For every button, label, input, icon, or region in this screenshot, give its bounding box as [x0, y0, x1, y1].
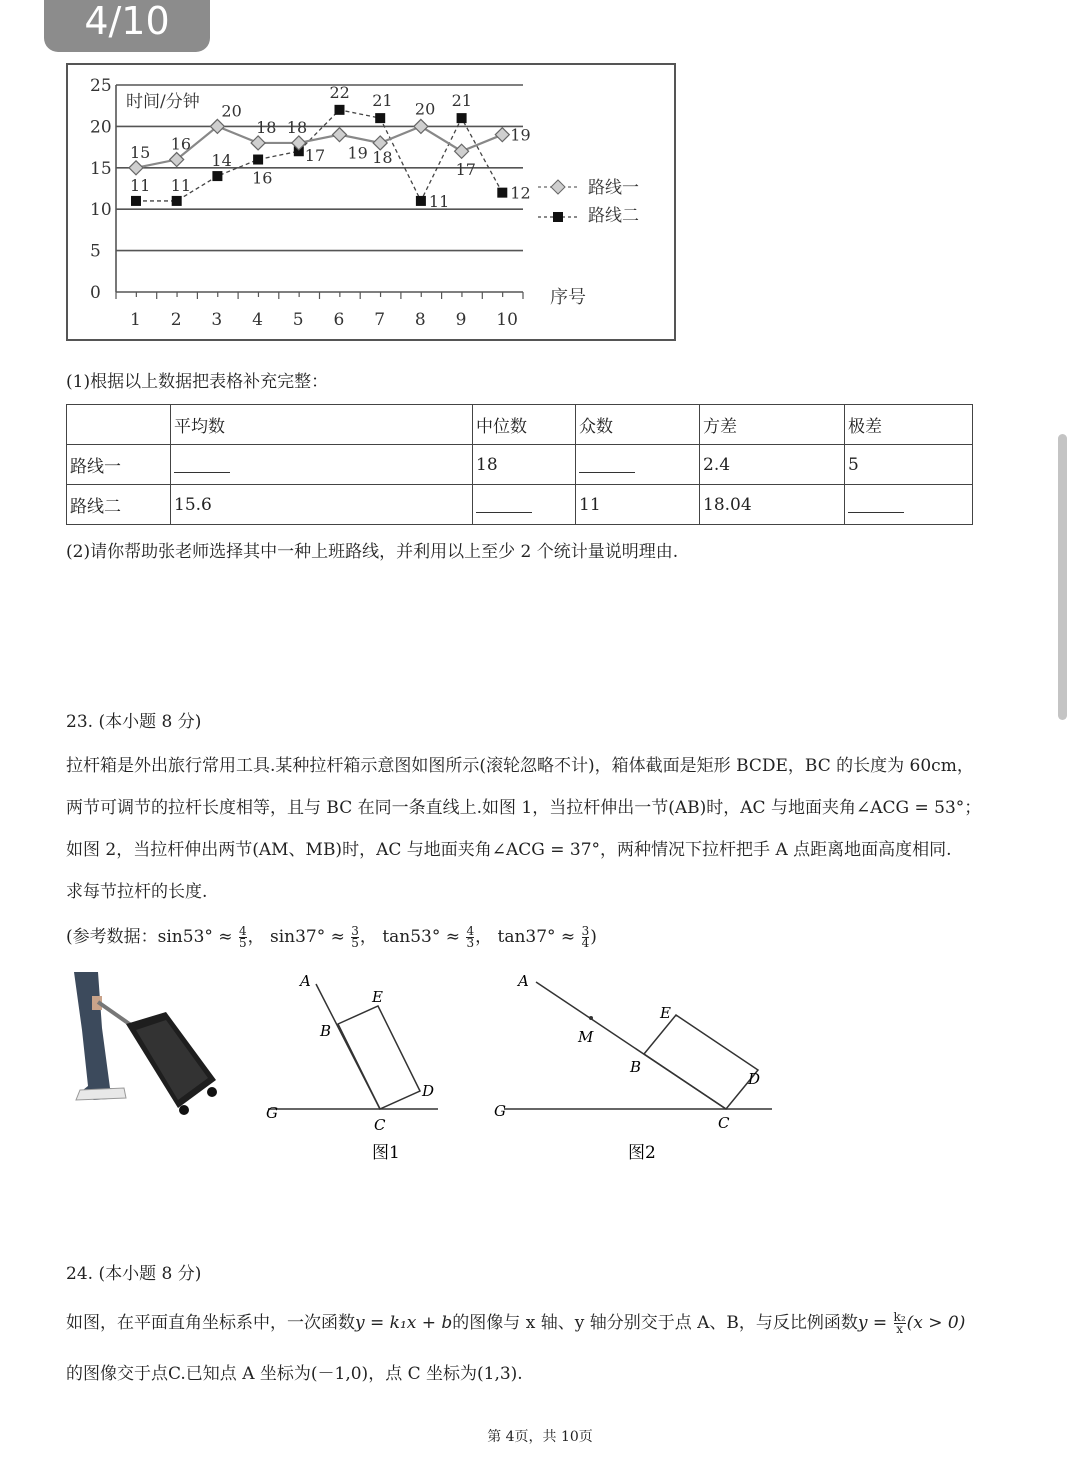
table-header-mode: 众数: [576, 405, 700, 445]
q23-line4: 求每节拉杆的长度.: [66, 882, 208, 902]
ref-sin37: sin37° ≈: [269, 927, 345, 947]
fraction: $\frac{3}{4}$: [581, 924, 590, 950]
table-cell: 15.6: [171, 485, 473, 525]
data-point-route2: [253, 155, 263, 165]
blank-field-range-2: [845, 485, 973, 525]
table-row: [67, 445, 973, 485]
data-label-route2: 11: [130, 175, 151, 195]
blank-field-mode-1: [576, 445, 700, 485]
label-B: B: [630, 1058, 642, 1076]
legend-label-route2: 路线二: [588, 206, 639, 226]
data-label-route2: 12: [510, 183, 531, 203]
label-G: G: [266, 1104, 278, 1122]
data-label-route1: 19: [347, 143, 368, 163]
line-chart-frame: [66, 63, 676, 341]
label-D: D: [748, 1070, 761, 1088]
table-cell: 5: [845, 445, 973, 485]
y-tick-label: 25: [90, 76, 112, 96]
y-tick-label: 10: [90, 200, 112, 221]
data-label-route2: 16: [252, 168, 273, 188]
data-point-route2: [172, 196, 182, 206]
fraction: $\frac{3}{5}$: [351, 924, 359, 950]
x-axis-label: 序号: [550, 287, 586, 308]
table-cell: [67, 405, 171, 445]
q24-line2: 的图像交于点C.已知点 A 坐标为(－1,0)，点 C 坐标为(1,3).: [66, 1364, 523, 1384]
data-label-route2: 21: [372, 91, 393, 111]
table-header-range: 极差: [845, 405, 973, 445]
legend-marker-route1: [551, 180, 565, 194]
y-tick-label: 5: [90, 241, 101, 262]
x-tick-label: 2: [170, 310, 182, 330]
q24-equation-inverse: y =: [857, 1313, 888, 1333]
rectangle-BCDE: [338, 1006, 420, 1109]
data-point-route1: [251, 136, 265, 150]
data-label-route1: 17: [455, 160, 476, 180]
label-E: E: [372, 988, 383, 1006]
scrollbar-thumb[interactable]: [1058, 434, 1067, 720]
q23-line1: 拉杆箱是外出旅行常用工具.某种拉杆箱示意图如图所示(滚轮忽略不计)，箱体截面是矩形 BCDE，BC 的长度为 60cm，: [66, 756, 974, 776]
q23-title: 23. (本小题 8 分): [66, 712, 202, 732]
page-indicator-badge: 4/10: [44, 0, 210, 52]
x-tick-label: 4: [252, 310, 263, 330]
q24-equation-linear: y = k₁x + b: [355, 1313, 453, 1333]
q23-reference-data: (参考数据：sin53° ≈ $\frac{4}{5}$ ， sin37° ≈ $\frac{3}{5}$ ， tan53° ≈ $\frac{4}{3}$ ， tan37° ≈ $\frac{3}{4}$ ): [66, 924, 597, 950]
y-tick-label: 20: [90, 117, 112, 138]
fraction: $\frac{\text{k₂}}{x}$: [893, 1310, 906, 1336]
figure-2-diagram: [490, 966, 790, 1166]
label-A: A: [518, 972, 529, 990]
table-cell: 18.04: [700, 485, 845, 525]
stats-table: [66, 404, 973, 525]
label-D: D: [422, 1082, 435, 1100]
ref-tan37: tan37° ≈: [497, 927, 576, 947]
table-row-label: 路线一: [67, 445, 171, 485]
data-point-route1: [495, 128, 509, 142]
page-footer: 第 4页，共 10页: [487, 1429, 593, 1445]
blank-field-median-2: [473, 485, 576, 525]
data-point-route2: [131, 196, 141, 206]
figure-1-diagram: [262, 966, 462, 1166]
x-tick-label: 5: [292, 310, 304, 330]
data-point-route1: [129, 161, 143, 175]
label-C: C: [718, 1114, 730, 1132]
x-tick-label: 10: [496, 310, 518, 330]
label-G: G: [494, 1102, 506, 1120]
data-label-route1: 20: [221, 101, 242, 121]
label-A: A: [300, 972, 311, 990]
data-label-route1: 16: [170, 134, 192, 154]
q1-prompt: (1)根据以上数据把表格补充完整：: [66, 372, 329, 392]
data-label-route2: 17: [304, 146, 326, 166]
q24-line1: [66, 1312, 965, 1335]
data-point-route2: [457, 113, 467, 123]
q23-line2: 两节可调节的拉杆长度相等，且与 BC 在同一条直线上.如图 1，当拉杆伸出一节(AB)时，AC 与地面夹角∠ACG = 53°；: [66, 798, 982, 818]
data-point-route2: [497, 188, 507, 198]
data-point-route2: [416, 196, 426, 206]
figure-1-caption: 图1: [372, 1143, 400, 1163]
y-tick-label: 15: [90, 158, 112, 179]
data-label-route1: 18: [372, 147, 393, 167]
data-label-route2: 21: [451, 91, 472, 111]
ref-tan53: tan53° ≈: [382, 927, 461, 947]
table-header-variance: 方差: [700, 405, 845, 445]
data-label-route2: 14: [211, 151, 232, 171]
point-M: [589, 1016, 593, 1020]
blank-field-mean-1: [171, 445, 473, 485]
trolley-case-photo: [66, 968, 226, 1118]
data-point-route2: [212, 171, 222, 181]
rectangle-BCDE: [644, 1015, 761, 1109]
q2-prompt: (2)请你帮助张老师选择其中一种上班路线，并利用以上至少 2 个统计量说明理由.: [66, 542, 679, 562]
ref-sin53: sin53° ≈: [157, 927, 233, 947]
label-B: B: [320, 1022, 332, 1040]
x-tick-label: 6: [333, 310, 345, 330]
legend-marker-route2: [553, 212, 563, 222]
table-cell: 18: [473, 445, 576, 485]
fraction: $\frac{4}{5}$: [238, 924, 247, 950]
data-label-route2: 11: [428, 191, 450, 211]
q24-title: 24. (本小题 8 分): [66, 1264, 202, 1284]
table-cell: 2.4: [700, 445, 845, 485]
figure-2-caption: 图2: [628, 1143, 656, 1163]
table-row: [67, 485, 973, 525]
table-header-row: [67, 405, 973, 445]
data-label-route1: 15: [130, 142, 151, 162]
ref-suffix: ): [590, 927, 597, 947]
fraction: $\frac{4}{3}$: [466, 924, 475, 950]
table-header-mean: 平均数: [171, 405, 473, 445]
data-label-route1: 18: [256, 117, 277, 137]
data-label-route1: 20: [414, 99, 436, 119]
label-C: C: [374, 1116, 386, 1134]
data-point-route1: [414, 119, 428, 133]
table-row-label: 路线二: [67, 485, 171, 525]
ref-prefix: (参考数据：: [66, 927, 158, 947]
x-tick-label: 8: [414, 310, 426, 330]
data-point-route2: [335, 105, 345, 115]
q24-text-b: 的图像与 x 轴、y 轴分别交于点 A、B，与反比例函数: [452, 1313, 858, 1333]
table-header-median: 中位数: [473, 405, 576, 445]
label-E: E: [660, 1004, 671, 1022]
data-point-route1: [455, 144, 469, 158]
x-tick-label: 3: [211, 310, 223, 330]
q24-text-a: 如图，在平面直角坐标系中，一次函数: [66, 1313, 355, 1333]
data-point-route1: [333, 128, 347, 142]
legend-label-route1: 路线一: [588, 178, 639, 198]
data-label-route2: 11: [170, 175, 192, 195]
table-cell: 11: [576, 485, 700, 525]
q24-domain: (x > 0): [906, 1313, 966, 1333]
q23-line3: 如图 2，当拉杆伸出两节(AM、MB)时，AC 与地面夹角∠ACG = 37°，两种情况下拉杆把手 A 点距离地面高度相同.: [66, 840, 952, 860]
line-chart: [68, 65, 674, 339]
data-label-route1: 19: [510, 125, 531, 145]
x-tick-label: 1: [130, 310, 141, 330]
y-tick-label: 0: [90, 283, 101, 303]
y-axis-label: 时间/分钟: [126, 92, 200, 112]
x-tick-label: 7: [374, 310, 386, 330]
label-M: M: [578, 1028, 594, 1046]
x-tick-label: 9: [455, 310, 467, 330]
data-label-route2: 22: [329, 82, 350, 102]
data-point-route2: [375, 113, 385, 123]
data-label-route1: 18: [286, 117, 308, 137]
